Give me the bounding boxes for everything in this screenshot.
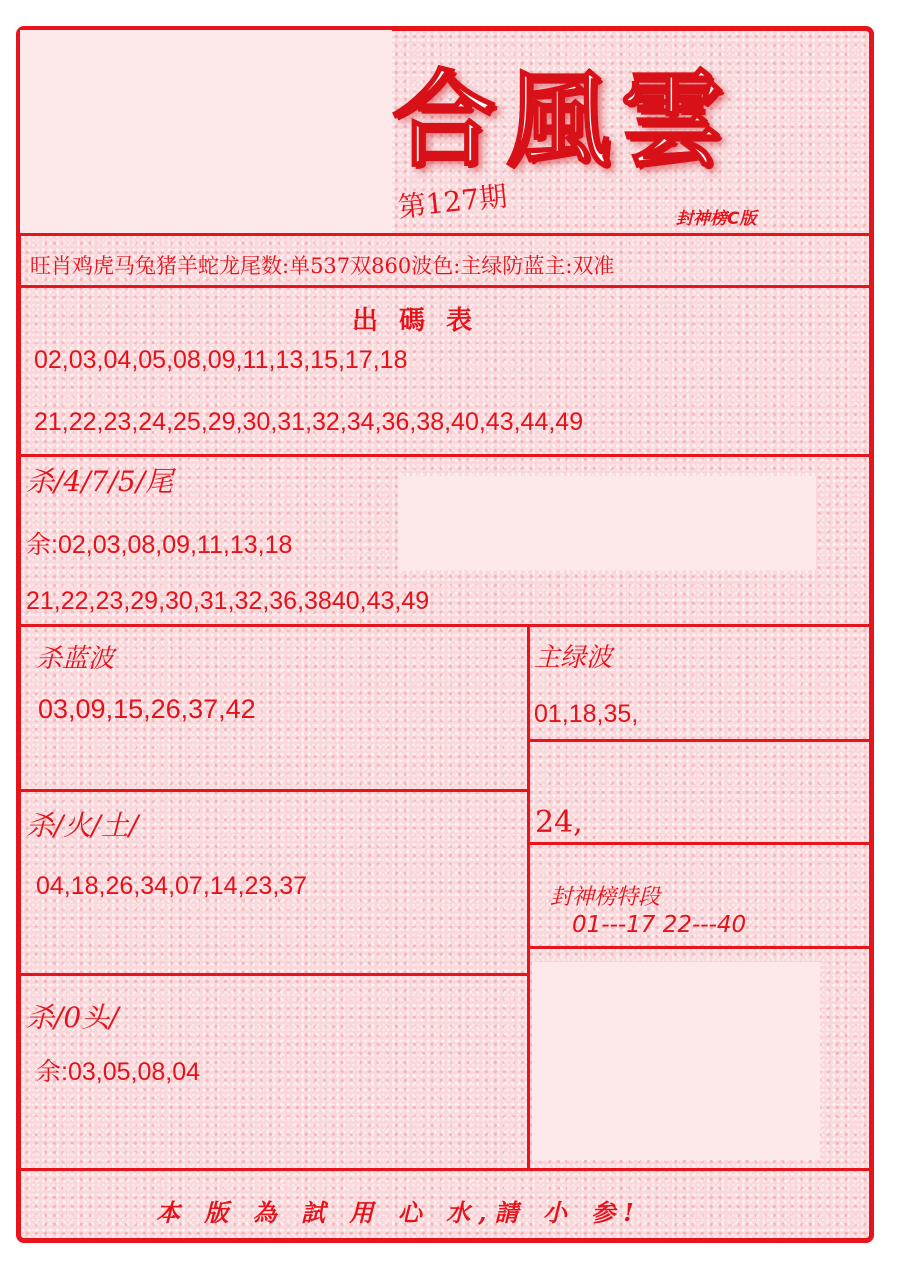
edition-label: 封神榜C版: [676, 209, 757, 229]
kill-blue-numbers: 03,09,15,26,37,42: [38, 694, 256, 724]
divider-main-green: [529, 739, 870, 742]
kill-tail-rest-prefix: 余:: [26, 531, 58, 559]
divider-kill-fire-earth: [20, 973, 529, 976]
divider-kill-blue: [20, 789, 529, 792]
kill-fire-earth-label: 杀/火/土/: [26, 809, 139, 842]
main-green-numbers: 01,18,35,: [534, 700, 639, 728]
divider-code-table: [20, 454, 870, 457]
summary-line: 旺肖鸡虎马兔猪羊蛇龙尾数:单537双860波色:主绿防蓝主:双准: [30, 254, 615, 278]
kill-tail-rest-row-1: [26, 525, 292, 561]
code-table-heading: 出 碼 表: [352, 306, 479, 336]
kill-tail-blank-area: [398, 476, 816, 570]
kill-head-label: 杀/0头/: [26, 1001, 119, 1034]
issue-number: 第127期: [396, 179, 509, 224]
kill-head-rest: 余:03,05,08,04: [36, 1058, 201, 1086]
right-blank-area: [532, 962, 820, 1160]
kill-tail-rest-numbers: 02,03,08,09,11,13,18: [57, 531, 293, 559]
special-label: 封神榜特段: [550, 885, 661, 910]
code-table-row-2: 21,22,23,24,25,29,30,31,32,34,36,38,40,43,44,49: [34, 408, 584, 436]
main-green-label: 主绿波: [534, 643, 613, 673]
column-divider: [527, 624, 530, 1170]
single-pick: 24,: [535, 805, 583, 840]
masthead-title: 合風雲: [392, 58, 735, 181]
kill-tail-rest-row-2: 21,22,23,29,30,31,32,36,3840,43,49: [26, 587, 430, 615]
header-blank-area: [20, 30, 392, 236]
divider-single-pick: [529, 842, 870, 845]
divider-header: [20, 233, 870, 236]
kill-blue-label: 杀蓝波: [36, 644, 115, 674]
divider-kill-tail: [20, 624, 870, 627]
divider-special: [529, 946, 870, 949]
code-table-row-1: 02,03,04,05,08,09,11,13,15,17,18: [34, 346, 408, 374]
footer-note: 本 版 為 試 用 心 水,請 小 参!: [156, 1198, 642, 1227]
kill-tail-label: 杀/4/7/5/尾: [26, 465, 174, 498]
divider-summary: [20, 285, 870, 288]
divider-footer: [20, 1168, 870, 1171]
kill-fire-earth-numbers: 04,18,26,34,07,14,23,37: [36, 872, 308, 900]
special-ranges: 01---17 22---40: [572, 912, 747, 938]
